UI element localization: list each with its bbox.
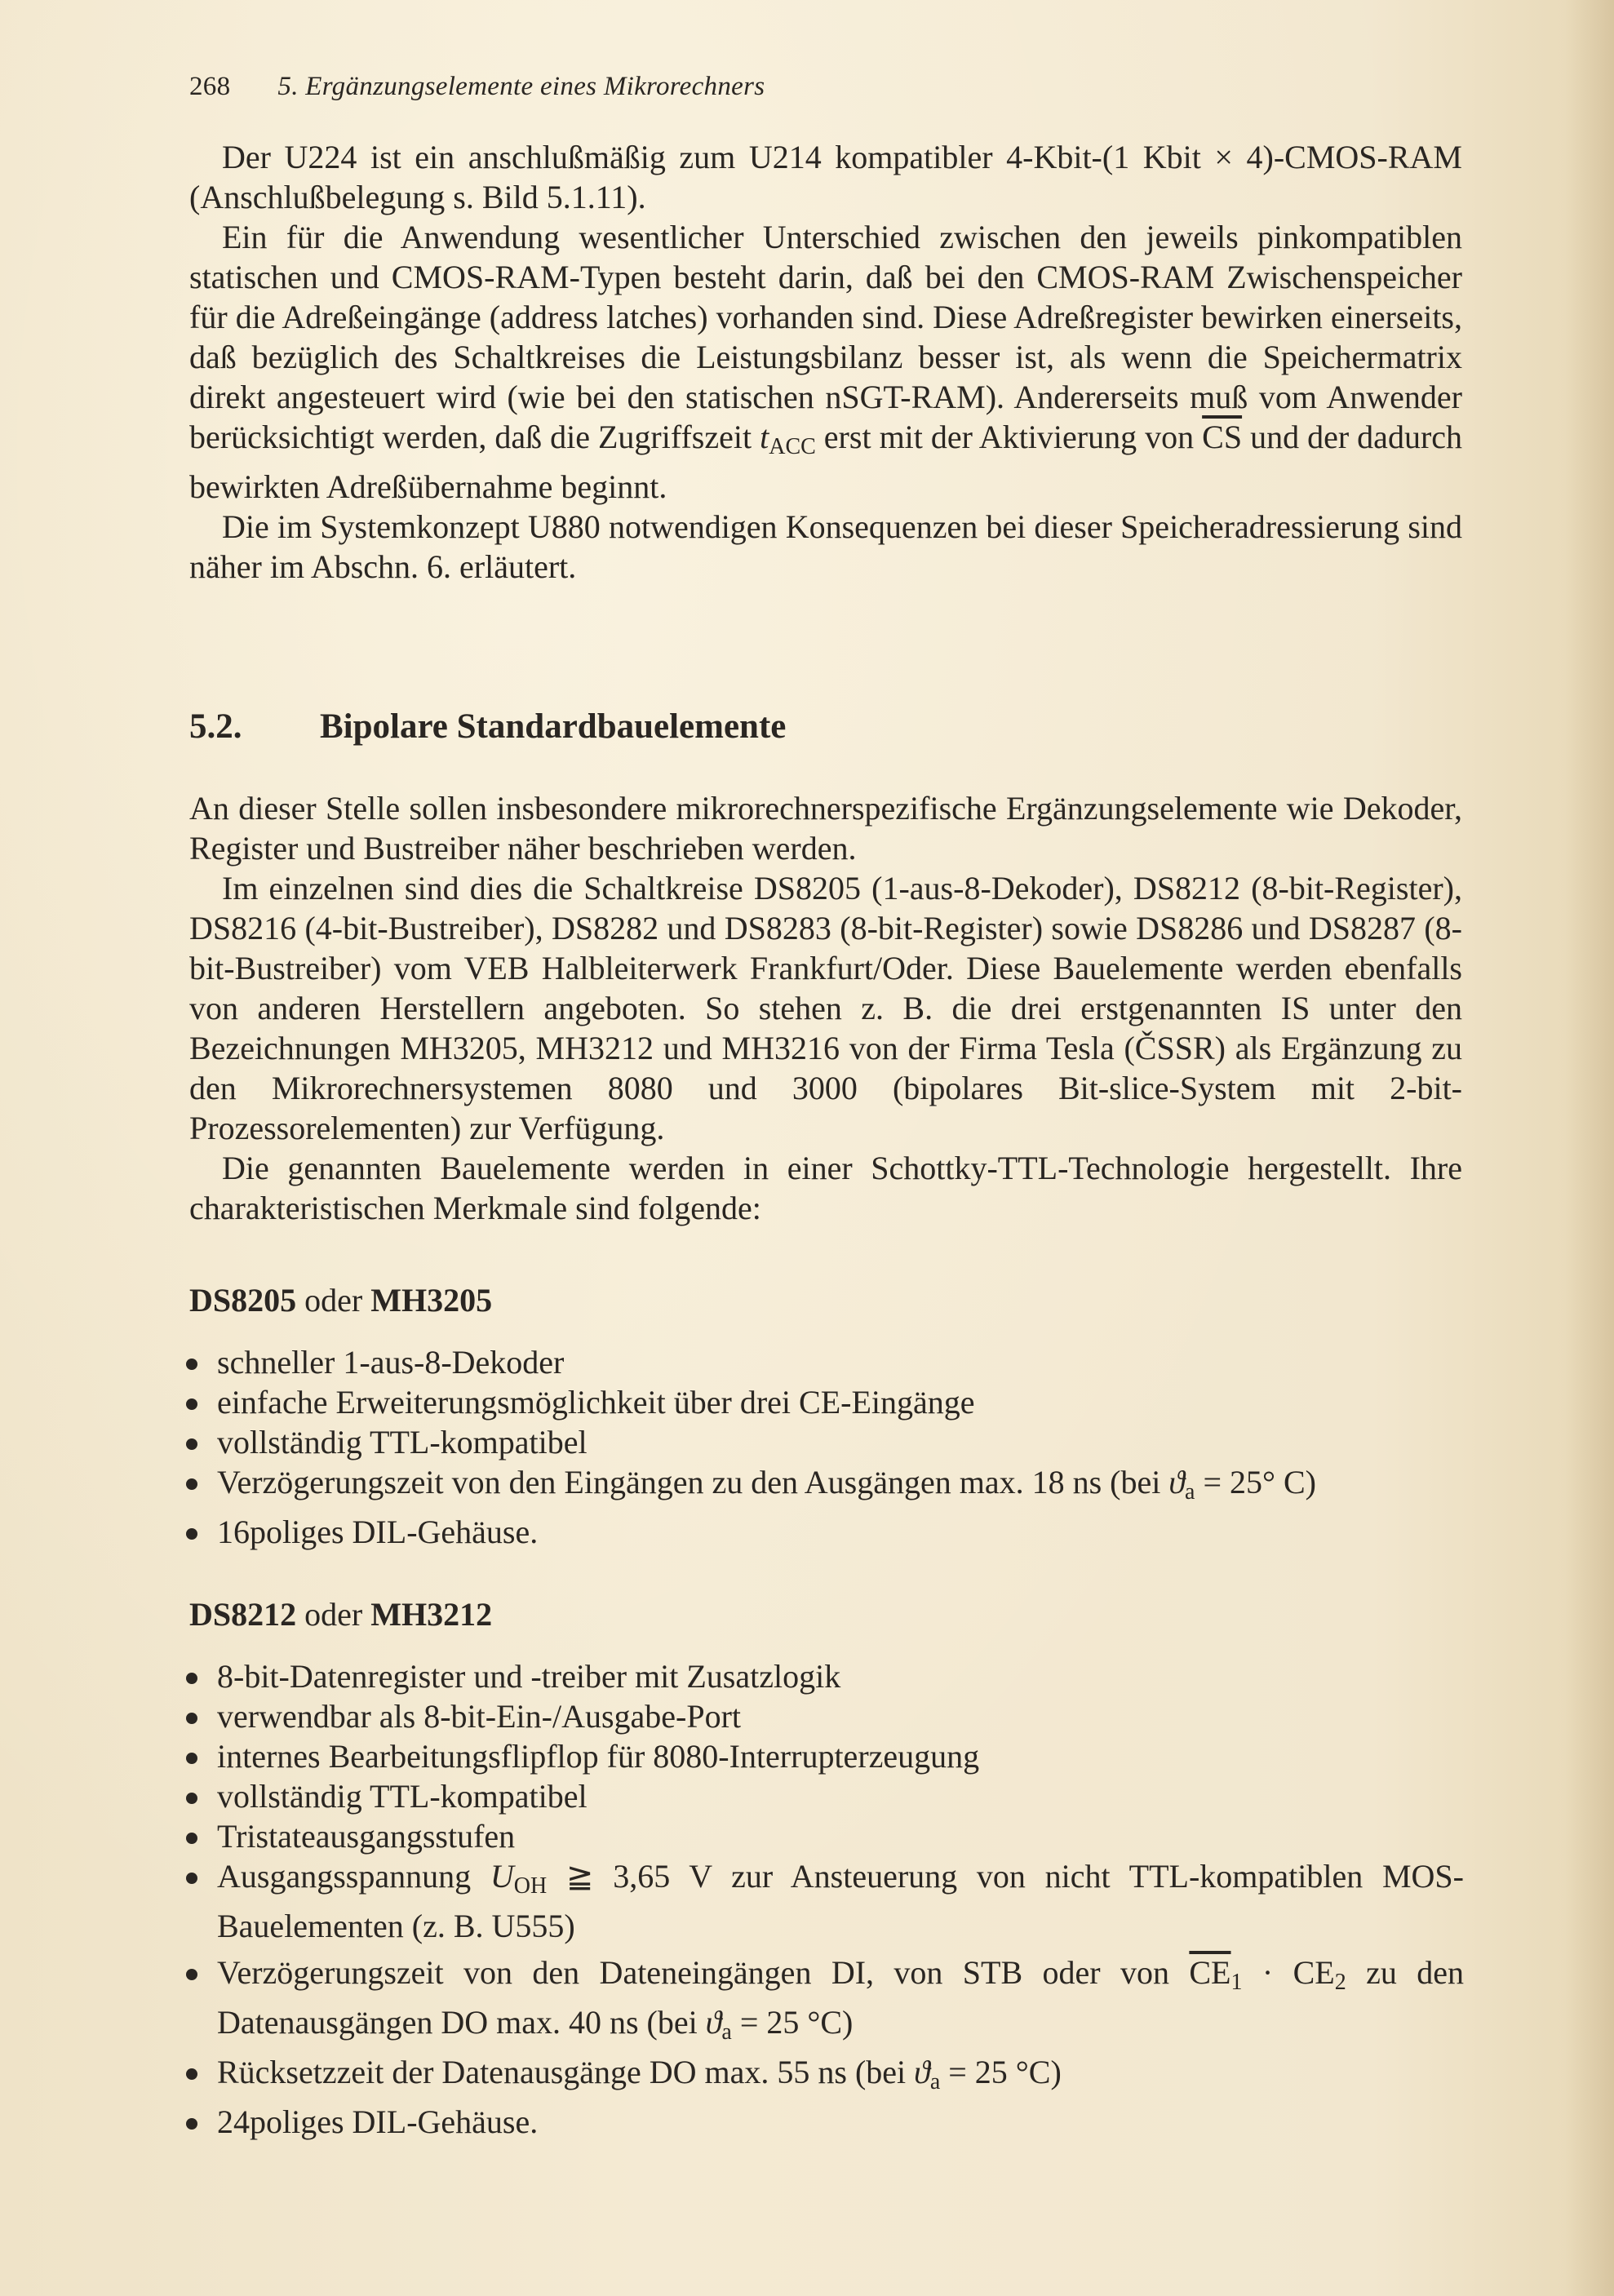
signal-ce1: $\overline{CE}$: [1189, 1954, 1231, 1991]
list-item: [186, 1462, 1464, 1512]
bullet-icon: [186, 1833, 197, 1844]
subscript: ACC: [769, 434, 816, 459]
subheading-ds8212: [189, 1595, 492, 1633]
list-item: [186, 1512, 1464, 1552]
subscript: 2: [1334, 1970, 1346, 1995]
list-item: [186, 1952, 1464, 2052]
item-text: Verzögerungszeit von den Dateneingängen DI, von STB oder von: [217, 1954, 1190, 1991]
subscript: OH: [513, 1873, 548, 1899]
item-text: vollständig TTL-kompatibel: [217, 1424, 588, 1460]
item-text: 24poliges DIL-Gehäuse.: [217, 2103, 539, 2140]
item-text: zu den Datenausgängen DO max. 40 ns (bei: [217, 1954, 1464, 2041]
bullet-icon: [186, 1359, 197, 1370]
symbol-t: t: [760, 419, 769, 455]
list-item: [186, 1422, 1464, 1462]
bullet-icon: [186, 1793, 197, 1804]
item-text: 16poliges DIL-Gehäuse.: [217, 1514, 539, 1550]
symbol-theta: ϑ: [914, 2054, 930, 2090]
list-ds8212: [186, 1656, 1464, 2142]
paragraph: Im einzelnen sind dies die Schaltkreise DS8205 (1-aus-8-Dekoder), DS8212 (8-bit-Register), DS8216 (4-bit-Bustreiber), DS8282 und DS8283 (8-bit-Register) sowie DS8286 und DS8287 (8-bit-Bustreiber) vom VEB Halbleiterwerk Frankfurt/Oder. Diese Bauelemente werden ebenfalls von anderen Herstellern angeboten. So stehen z. B. die drei erstgenannten IS unter den Bezeichnungen MH3205, MH3212 und MH3216 von der Firma Tesla (ČSSR) als Ergänzung zu den Mikrorechnersystemen 8080 und 3000 (bipolares Bit-slice-System mit 2-bit-Prozessorelementen) zur Verfügung.: [189, 870, 1462, 1146]
bullet-icon: [186, 1438, 197, 1450]
list-item: [186, 1382, 1464, 1422]
paragraph: An dieser Stelle sollen insbesondere mikrorechnerspezifische Ergänzungselemente wie Dekoder, Register und Bustreiber näher beschrieben werden.: [189, 790, 1462, 867]
item-text: vollständig TTL-kompatibel: [217, 1778, 588, 1815]
list-ds8205: [186, 1342, 1464, 1552]
section-text: [189, 788, 1462, 1228]
list-item: [186, 2102, 1464, 2142]
signal-cs: $\overline{CS}$: [1202, 419, 1243, 455]
subscript: 1: [1230, 1970, 1243, 1995]
list-item: [186, 1736, 1464, 1776]
item-text: 8-bit-Datenregister und -treiber mit Zusatzlogik: [217, 1658, 841, 1695]
list-item: [186, 1342, 1464, 1382]
list-item: [186, 1696, 1464, 1736]
list-item: [186, 1776, 1464, 1816]
item-text: verwendbar als 8-bit-Ein-/Ausgabe-Port: [217, 1698, 742, 1735]
signal-ce2: CE: [1293, 1954, 1335, 1991]
subscript: a: [1185, 1479, 1195, 1505]
text-run: und der dadurch bewirkten Adreßübernahme beginnt.: [189, 419, 1463, 505]
text-run: oder: [296, 1596, 371, 1633]
intro-text: [189, 137, 1462, 587]
page-spine-shadow: [1565, 0, 1614, 2296]
subscript: a: [929, 2069, 941, 2094]
paragraph: [189, 217, 1462, 507]
item-text: schneller 1-aus-8-Dekoder: [217, 1344, 565, 1381]
item-text: internes Bearbeitungsflipflop für 8080-Interrupterzeugung: [217, 1738, 980, 1775]
symbol-theta: ϑ: [1168, 1464, 1185, 1500]
bullet-icon: [186, 2118, 197, 2130]
section-title: Bipolare Standardbauelemente: [320, 707, 787, 746]
item-text: = 25 °C): [940, 2054, 1062, 2090]
paragraph: Die im Systemkonzept U880 notwendigen Konsequenzen bei dieser Speicheradressierung sind näher im Abschn. 6. erläutert.: [189, 508, 1462, 585]
bullet-icon: [186, 1969, 197, 1980]
subscript: a: [721, 2019, 732, 2045]
symbol-u: U: [490, 1858, 514, 1895]
bullet-icon: [186, 1713, 197, 1724]
list-item: [186, 2052, 1464, 2102]
paragraph: Der U224 ist ein anschlußmäßig zum U214 kompatibler 4-Kbit-(1 Kbit × 4)-CMOS-RAM (Anschlußbelegung s. Bild 5.1.11).: [189, 139, 1462, 215]
section-heading: [189, 707, 786, 747]
item-text: ≧ 3,65 V zur Ansteuerung von nicht TTL-kompatiblen MOS-Bauelementen (z. B. U555): [217, 1858, 1465, 1944]
bullet-icon: [186, 1528, 197, 1540]
bullet-icon: [186, 1873, 197, 1884]
bullet-icon: [186, 1673, 197, 1684]
text-run: Ein für die Anwendung wesentlicher Unterschied zwischen den jeweils pinkompatiblen statischen und CMOS-RAM-Typen besteht darin, daß bei den CMOS-RAM Zwischenspeicher für die Adreßeingänge (address latches) vorhanden sind. Diese Adreßregister bewirken einerseits, daß bezüglich des Schaltkreises die Leistungsbilanz besser ist, als wenn die Speichermatrix direkt angesteuert wird (wie bei den statischen nSGT-RAM). Andererseits muß vom Anwender berücksichtigt werden, daß die Zugriffszeit: [189, 219, 1462, 455]
item-text: einfache Erweiterungsmöglichkeit über drei CE-Eingänge: [217, 1384, 975, 1421]
item-text: Ausgangsspannung: [217, 1858, 490, 1895]
page-header: [189, 72, 765, 102]
text-run: oder: [296, 1282, 371, 1319]
symbol-theta: ϑ: [705, 2004, 722, 2041]
text-run: ·: [1242, 1954, 1293, 1991]
item-text: Rücksetzzeit der Datenausgänge DO max. 55 ns (bei: [217, 2054, 915, 2090]
item-text: Verzögerungszeit von den Eingängen zu den Ausgängen max. 18 ns (bei: [217, 1464, 1169, 1500]
part-name: DS8205: [189, 1282, 297, 1319]
bullet-icon: [186, 1478, 197, 1490]
item-text: = 25° C): [1195, 1464, 1316, 1500]
bullet-icon: [186, 2068, 197, 2080]
page-number: 268: [189, 72, 231, 101]
part-name: MH3205: [370, 1282, 493, 1319]
list-item: [186, 1816, 1464, 1856]
item-text: Tristateausgangsstufen: [217, 1818, 516, 1855]
part-name: MH3212: [370, 1596, 493, 1633]
bullet-icon: [186, 1398, 197, 1410]
list-item: [186, 1856, 1464, 1946]
subheading-ds8205: [189, 1281, 492, 1319]
part-name: DS8212: [189, 1596, 297, 1633]
text-run: erst mit der Aktivierung von: [815, 419, 1203, 455]
running-title: 5. Ergänzungselemente eines Mikrorechners: [277, 72, 765, 101]
bullet-icon: [186, 1753, 197, 1764]
paragraph: Die genannten Bauelemente werden in einer Schottky-TTL-Technologie hergestellt. Ihre charakteristischen Merkmale sind folgende:: [189, 1150, 1462, 1226]
section-number: 5.2.: [189, 707, 242, 746]
list-item: [186, 1656, 1464, 1696]
item-text: = 25 °C): [731, 2004, 854, 2041]
